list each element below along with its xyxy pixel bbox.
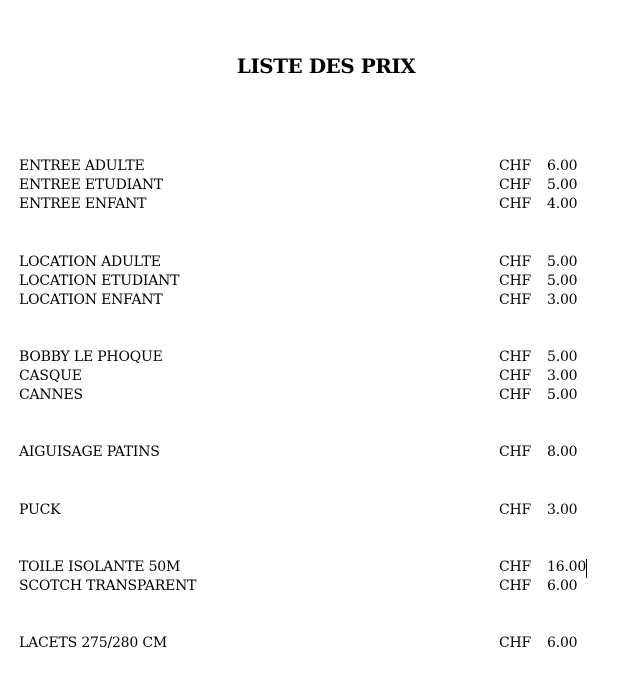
- item-label: LOCATION ETUDIANT: [19, 273, 180, 289]
- text-cursor: [586, 559, 587, 578]
- item-price: 6.00: [547, 158, 578, 174]
- item-label: LACETS 275/280 CM: [19, 635, 167, 651]
- page-title: LISTE DES PRIX: [236, 54, 416, 78]
- price-row: [0, 386, 625, 405]
- item-label: PUCK: [19, 502, 61, 518]
- item-price: 3.00: [547, 292, 578, 308]
- item-price: 6.00: [547, 635, 578, 651]
- item-price: 4.00: [547, 196, 578, 212]
- item-currency: CHF: [499, 368, 532, 384]
- item-currency: CHF: [499, 578, 532, 594]
- item-price: 5.00: [547, 254, 578, 270]
- item-label: ENTREE ADULTE: [19, 158, 145, 174]
- item-price: 3.00: [547, 502, 578, 518]
- item-price: 5.00: [547, 349, 578, 365]
- item-label: ENTREE ETUDIANT: [19, 177, 164, 193]
- price-row: [0, 253, 625, 272]
- item-price: 5.00: [547, 273, 578, 289]
- item-price: 6.00: [547, 578, 578, 594]
- item-label: TOILE ISOLANTE 50M: [19, 559, 181, 575]
- price-row: [0, 291, 625, 310]
- price-row: [0, 501, 625, 520]
- price-row: [0, 195, 625, 214]
- item-currency: CHF: [499, 254, 532, 270]
- price-row: [0, 176, 625, 195]
- item-price: 5.00: [547, 177, 578, 193]
- item-label: AIGUISAGE PATINS: [19, 444, 160, 460]
- item-label: SCOTCH TRANSPARENT: [19, 578, 197, 594]
- item-currency: CHF: [499, 502, 532, 518]
- item-label: CASQUE: [19, 368, 82, 384]
- item-currency: CHF: [499, 158, 532, 174]
- item-price[interactable]: 16.00: [547, 559, 587, 575]
- item-label: LOCATION ADULTE: [19, 254, 161, 270]
- price-row: [0, 577, 625, 596]
- item-currency: CHF: [499, 444, 532, 460]
- item-currency: CHF: [499, 635, 532, 651]
- price-row: [0, 558, 625, 577]
- price-row: [0, 272, 625, 291]
- item-currency: CHF: [499, 177, 532, 193]
- item-label: LOCATION ENFANT: [19, 292, 163, 308]
- price-row: [0, 634, 625, 653]
- item-price: 8.00: [547, 444, 578, 460]
- item-label: BOBBY LE PHOQUE: [19, 349, 163, 365]
- price-row: [0, 348, 625, 367]
- item-price: 3.00: [547, 368, 578, 384]
- item-currency: CHF: [499, 559, 532, 575]
- price-row: [0, 367, 625, 386]
- item-currency: CHF: [499, 387, 532, 403]
- item-price: 5.00: [547, 387, 578, 403]
- price-row: [0, 157, 625, 176]
- item-label: CANNES: [19, 387, 83, 403]
- item-currency: CHF: [499, 196, 532, 212]
- item-currency: CHF: [499, 273, 532, 289]
- price-row: [0, 443, 625, 462]
- item-currency: CHF: [499, 292, 532, 308]
- item-label: ENTREE ENFANT: [19, 196, 147, 212]
- item-currency: CHF: [499, 349, 532, 365]
